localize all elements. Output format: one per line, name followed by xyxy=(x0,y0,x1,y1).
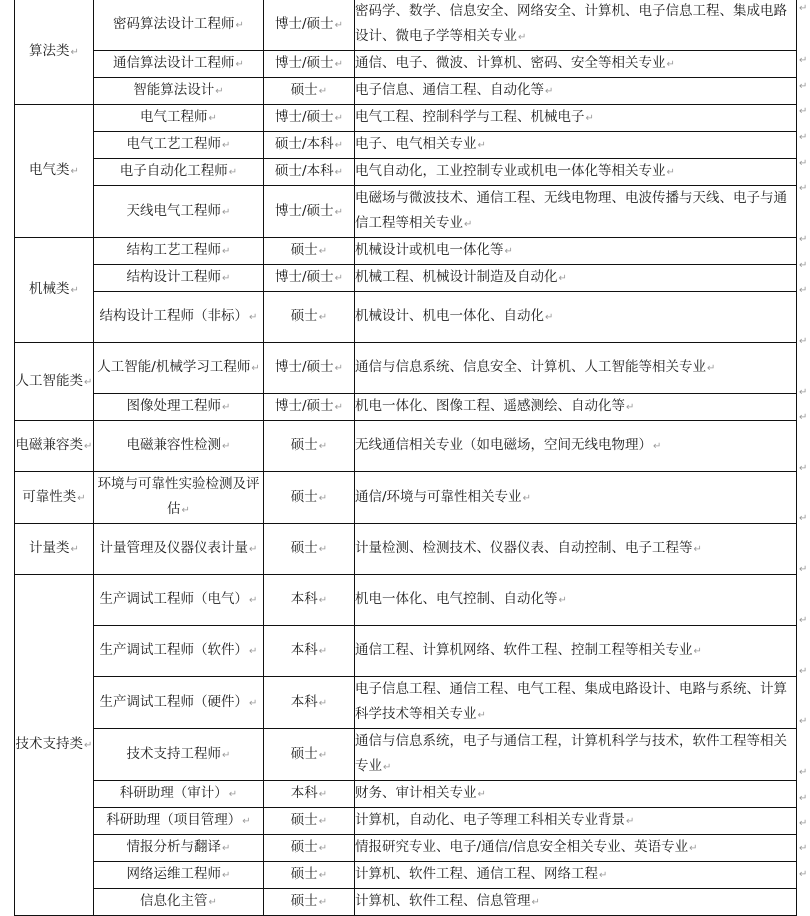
paragraph-mark-icon: ↵ xyxy=(215,86,224,97)
majors-label: 电气工程、控制科学与工程、机械电子 xyxy=(355,109,585,125)
majors-label: 计量检测、检测技术、仪器仪表、自动控制、电子工程等 xyxy=(355,540,693,556)
majors-cell xyxy=(355,78,797,105)
majors-label: 机电一体化、电气控制、自动化等 xyxy=(355,591,558,607)
degree-cell xyxy=(264,524,355,575)
degree-cell xyxy=(264,265,355,292)
majors-cell xyxy=(355,343,797,394)
position-label: 天线电气工程师 xyxy=(126,202,222,219)
paragraph-mark-icon: ↵ xyxy=(799,106,808,117)
position-cell xyxy=(94,78,264,105)
table-row xyxy=(15,105,797,132)
table-row xyxy=(15,781,797,808)
recruitment-table xyxy=(14,0,797,916)
paragraph-mark-icon: ↵ xyxy=(585,113,594,124)
position-label: 生产调试工程师（电气） xyxy=(99,591,249,607)
majors-cell xyxy=(355,132,797,159)
majors-cell xyxy=(355,808,797,835)
degree-label: 硕士 xyxy=(290,866,318,882)
degree-label: 硕士 xyxy=(290,893,318,909)
position-cell xyxy=(94,575,264,626)
paragraph-mark-icon: ↵ xyxy=(693,544,702,555)
degree-label: 硕士/本科 xyxy=(275,163,334,179)
paragraph-mark-icon: ↵ xyxy=(84,441,93,452)
paragraph-mark-icon: ↵ xyxy=(799,463,808,474)
position-label: 信息化主管 xyxy=(140,893,208,909)
position-label: 通信算法设计工程师 xyxy=(113,55,235,71)
paragraph-mark-icon: ↵ xyxy=(799,716,808,727)
degree-label: 硕士 xyxy=(290,812,318,828)
paragraph-mark-icon: ↵ xyxy=(70,285,79,296)
paragraph-mark-icon: ↵ xyxy=(799,387,808,398)
majors-label: 通信与信息系统，电子与通信工程，计算机科学与技术，软件工程等相关专业 xyxy=(355,733,787,774)
paragraph-mark-icon: ↵ xyxy=(558,595,567,606)
paragraph-mark-icon: ↵ xyxy=(318,749,328,761)
category-cell xyxy=(15,343,94,421)
degree-label: 硕士 xyxy=(290,242,318,258)
paragraph-mark-icon: ↵ xyxy=(208,113,217,124)
paragraph-mark-icon: ↵ xyxy=(799,260,808,271)
paragraph-mark-icon: ↵ xyxy=(531,897,540,908)
category-cell xyxy=(15,0,94,105)
majors-cell xyxy=(355,626,797,677)
table-row xyxy=(15,0,797,51)
paragraph-mark-icon: ↵ xyxy=(799,183,808,194)
degree-cell xyxy=(264,394,355,421)
position-cell xyxy=(94,186,264,238)
paragraph-mark-icon: ↵ xyxy=(318,897,328,908)
majors-label: 财务、审计相关专业 xyxy=(355,785,477,801)
table-row xyxy=(15,421,797,472)
position-label: 技术支持工程师 xyxy=(126,745,222,762)
position-cell xyxy=(94,729,264,781)
paragraph-mark-icon: ↵ xyxy=(626,402,635,413)
majors-label: 情报研究专业、电子/通信/信息安全相关专业、英语专业 xyxy=(355,839,689,855)
category-cell xyxy=(15,472,94,524)
table-row xyxy=(15,292,797,343)
degree-label: 本科 xyxy=(290,642,318,658)
table-row xyxy=(15,265,797,292)
paragraph-mark-icon: ↵ xyxy=(334,273,343,284)
position-label: 结构设计工程师 xyxy=(126,269,222,285)
majors-cell xyxy=(355,421,797,472)
majors-cell xyxy=(355,238,797,265)
paragraph-mark-icon: ↵ xyxy=(228,789,238,800)
table-row xyxy=(15,132,797,159)
table-row xyxy=(15,729,797,781)
paragraph-mark-icon: ↵ xyxy=(334,206,343,218)
paragraph-mark-icon: ↵ xyxy=(334,363,343,374)
category-cell xyxy=(15,238,94,343)
majors-label: 通信/环境与可靠性相关专业 xyxy=(355,488,522,505)
degree-label: 博士/硕士 xyxy=(275,15,334,32)
majors-label: 机械设计或机电一体化等 xyxy=(355,242,504,258)
position-label: 电磁兼容性检测 xyxy=(126,437,222,453)
paragraph-mark-icon: ↵ xyxy=(318,246,328,257)
table-row xyxy=(15,835,797,862)
paragraph-mark-icon: ↵ xyxy=(799,513,808,524)
position-cell xyxy=(94,626,264,677)
position-label: 网络运维工程师 xyxy=(126,866,222,882)
position-cell xyxy=(94,292,264,343)
paragraph-mark-icon: ↵ xyxy=(318,870,328,881)
table-row xyxy=(15,472,797,524)
category-label: 人工智能类 xyxy=(15,372,84,389)
position-label: 科研助理（审计） xyxy=(119,785,228,801)
degree-cell xyxy=(264,575,355,626)
majors-label: 机电一体化、图像工程、遥感测绘、自动化等 xyxy=(355,398,625,414)
paragraph-mark-icon: ↵ xyxy=(799,3,808,14)
paragraph-mark-icon: ↵ xyxy=(799,234,808,245)
degree-cell xyxy=(264,238,355,265)
paragraph-mark-icon: ↵ xyxy=(599,870,608,881)
majors-cell xyxy=(355,186,797,238)
paragraph-mark-icon: ↵ xyxy=(222,246,231,257)
category-label: 电气类 xyxy=(29,162,70,178)
paragraph-mark-icon: ↵ xyxy=(181,505,190,516)
paragraph-mark-icon: ↵ xyxy=(208,897,217,908)
paragraph-mark-icon: ↵ xyxy=(626,816,635,827)
position-cell xyxy=(94,159,264,186)
degree-label: 硕士 xyxy=(290,540,318,556)
paragraph-mark-icon: ↵ xyxy=(799,55,808,66)
majors-label: 电子信息、通信工程、自动化等 xyxy=(355,82,544,98)
category-cell xyxy=(15,575,94,916)
position-cell xyxy=(94,524,264,575)
paragraph-mark-icon: ↵ xyxy=(799,767,808,778)
position-cell xyxy=(94,132,264,159)
paragraph-mark-icon: ↵ xyxy=(318,697,328,709)
table-row xyxy=(15,343,797,394)
degree-label: 本科 xyxy=(290,693,318,710)
degree-label: 博士/硕士 xyxy=(275,269,334,285)
position-label: 人工智能/机械学习工程师 xyxy=(97,359,251,375)
paragraph-mark-icon: ↵ xyxy=(334,59,343,70)
majors-cell xyxy=(355,394,797,421)
table-row xyxy=(15,159,797,186)
paragraph-mark-icon: ↵ xyxy=(334,19,343,31)
paragraph-mark-icon: ↵ xyxy=(558,273,567,284)
paragraph-mark-icon: ↵ xyxy=(689,843,698,854)
table-row xyxy=(15,238,797,265)
paragraph-mark-icon: ↵ xyxy=(77,492,86,504)
degree-label: 本科 xyxy=(290,785,318,801)
majors-label: 计算机，自动化、电子等理工科相关专业背景 xyxy=(355,812,625,828)
degree-cell xyxy=(264,159,355,186)
paragraph-mark-icon: ↵ xyxy=(70,46,79,58)
majors-label: 计算机、软件工程、通信工程、网络工程 xyxy=(355,866,598,882)
paragraph-mark-icon: ↵ xyxy=(84,740,93,751)
degree-cell xyxy=(264,781,355,808)
majors-cell xyxy=(355,292,797,343)
paragraph-mark-icon: ↵ xyxy=(318,843,328,854)
position-cell xyxy=(94,835,264,862)
recruitment-table-body xyxy=(15,0,797,916)
position-label: 计量管理及仪器仪表计量 xyxy=(99,540,249,556)
position-label: 生产调试工程师（硬件） xyxy=(99,693,249,710)
paragraph-mark-icon: ↵ xyxy=(251,363,260,374)
position-cell xyxy=(94,472,264,524)
majors-label: 电子、电气相关专业 xyxy=(355,136,477,152)
position-label: 生产调试工程师（软件） xyxy=(99,642,249,658)
degree-label: 博士/硕士 xyxy=(275,398,334,414)
degree-label: 硕士 xyxy=(290,437,318,453)
majors-label: 通信工程、计算机网络、软件工程、控制工程等相关专业 xyxy=(355,642,693,658)
majors-label: 电子信息工程、通信工程、电气工程、集成电路设计、电路与系统、计算科学技术等相关专业 xyxy=(355,681,787,722)
position-cell xyxy=(94,808,264,835)
paragraph-mark-icon: ↵ xyxy=(799,285,808,296)
paragraph-mark-icon: ↵ xyxy=(799,81,808,92)
paragraph-mark-icon: ↵ xyxy=(653,441,662,452)
category-cell xyxy=(15,421,94,472)
paragraph-mark-icon: ↵ xyxy=(799,666,808,677)
degree-cell xyxy=(264,105,355,132)
majors-cell xyxy=(355,524,797,575)
degree-cell xyxy=(264,78,355,105)
majors-label: 计算机、软件工程、信息管理 xyxy=(355,893,531,909)
paragraph-mark-icon: ↵ xyxy=(318,646,328,657)
category-label: 电磁兼容类 xyxy=(15,437,84,453)
paragraph-mark-icon: ↵ xyxy=(249,697,258,709)
paragraph-mark-icon: ↵ xyxy=(464,219,473,230)
paragraph-mark-icon: ↵ xyxy=(228,167,238,178)
position-cell xyxy=(94,0,264,51)
majors-label: 电气自动化，工业控制专业或机电一体化等相关专业 xyxy=(355,163,666,179)
paragraph-mark-icon: ↵ xyxy=(318,595,328,606)
majors-cell xyxy=(355,835,797,862)
position-label: 电气工艺工程师 xyxy=(126,136,222,152)
degree-cell xyxy=(264,729,355,781)
majors-cell xyxy=(355,265,797,292)
degree-label: 硕士 xyxy=(290,488,318,505)
majors-label: 电磁场与微波技术、通信工程、无线电物理、电波传播与天线、电子与通信工程等相关专业 xyxy=(355,190,787,231)
paragraph-mark-icon: ↵ xyxy=(707,363,716,374)
table-row xyxy=(15,626,797,677)
paragraph-mark-icon: ↵ xyxy=(222,206,231,218)
position-cell xyxy=(94,862,264,889)
table-row xyxy=(15,575,797,626)
majors-cell xyxy=(355,575,797,626)
paragraph-mark-icon: ↵ xyxy=(522,492,531,504)
paragraph-mark-icon: ↵ xyxy=(545,86,554,97)
degree-label: 本科 xyxy=(290,591,318,607)
degree-cell xyxy=(264,835,355,862)
paragraph-mark-icon: ↵ xyxy=(477,710,486,721)
paragraph-mark-icon: ↵ xyxy=(799,843,808,854)
paragraph-mark-icon: ↵ xyxy=(70,544,79,555)
paragraph-mark-icon: ↵ xyxy=(249,544,258,555)
paragraph-mark-icon: ↵ xyxy=(222,402,231,413)
category-label: 算法类 xyxy=(29,42,70,59)
paragraph-mark-icon: ↵ xyxy=(334,113,343,124)
position-label: 情报分析与翻译 xyxy=(126,839,222,855)
degree-cell xyxy=(264,292,355,343)
degree-cell xyxy=(264,862,355,889)
degree-label: 硕士 xyxy=(290,308,318,324)
paragraph-mark-icon: ↵ xyxy=(383,762,392,773)
paragraph-mark-icon: ↵ xyxy=(235,59,244,70)
paragraph-mark-icon: ↵ xyxy=(249,595,258,606)
paragraph-mark-icon: ↵ xyxy=(84,376,93,388)
paragraph-mark-icon: ↵ xyxy=(222,749,231,761)
position-label: 环境与可靠性实验检测及评估 xyxy=(97,476,260,517)
paragraph-mark-icon: ↵ xyxy=(318,86,328,97)
degree-label: 博士/硕士 xyxy=(275,55,334,71)
degree-label: 博士/硕士 xyxy=(275,359,334,375)
table-row xyxy=(15,808,797,835)
paragraph-mark-icon: ↵ xyxy=(799,869,808,880)
majors-label: 密码学、数学、信息安全、网络安全、计算机、电子信息工程、集成电路设计、微电子学等相关专业 xyxy=(355,3,787,44)
position-cell xyxy=(94,105,264,132)
paragraph-mark-icon: ↵ xyxy=(693,646,702,657)
paragraph-mark-icon: ↵ xyxy=(318,441,328,452)
paragraph-mark-icon: ↵ xyxy=(799,132,808,143)
paragraph-mark-icon: ↵ xyxy=(545,312,554,323)
majors-cell xyxy=(355,781,797,808)
degree-label: 硕士 xyxy=(290,82,318,98)
position-label: 科研助理（项目管理） xyxy=(106,812,242,828)
degree-cell xyxy=(264,51,355,78)
paragraph-mark-icon: ↵ xyxy=(235,19,244,31)
majors-cell xyxy=(355,51,797,78)
paragraph-mark-icon: ↵ xyxy=(799,615,808,626)
paragraph-mark-icon: ↵ xyxy=(242,816,251,827)
table-row xyxy=(15,186,797,238)
paragraph-mark-icon: ↵ xyxy=(477,789,486,800)
table-row xyxy=(15,862,797,889)
table-row xyxy=(15,78,797,105)
position-label: 电气工程师 xyxy=(140,109,208,125)
paragraph-mark-icon: ↵ xyxy=(222,843,231,854)
paragraph-mark-icon: ↵ xyxy=(249,312,258,323)
degree-cell xyxy=(264,421,355,472)
paragraph-mark-icon: ↵ xyxy=(504,246,513,257)
paragraph-mark-icon: ↵ xyxy=(477,140,486,151)
paragraph-mark-icon: ↵ xyxy=(318,816,328,827)
paragraph-mark-icon: ↵ xyxy=(334,167,343,178)
paragraph-mark-icon: ↵ xyxy=(518,32,527,43)
category-cell xyxy=(15,524,94,575)
degree-label: 硕士 xyxy=(290,745,318,762)
paragraph-mark-icon: ↵ xyxy=(799,158,808,169)
majors-cell xyxy=(355,862,797,889)
degree-cell xyxy=(264,472,355,524)
paragraph-mark-icon: ↵ xyxy=(318,789,328,800)
majors-cell xyxy=(355,159,797,186)
position-label: 图像处理工程师 xyxy=(126,398,222,414)
paragraph-mark-icon: ↵ xyxy=(799,336,808,347)
category-label: 机械类 xyxy=(29,281,70,297)
position-label: 电子自动化工程师 xyxy=(119,163,228,179)
position-cell xyxy=(94,677,264,729)
majors-cell xyxy=(355,105,797,132)
category-label: 可靠性类 xyxy=(22,488,77,505)
paragraph-mark-icon: ↵ xyxy=(222,140,231,151)
category-label: 计量类 xyxy=(29,540,70,556)
table-row xyxy=(15,524,797,575)
table-row xyxy=(15,677,797,729)
position-label: 密码算法设计工程师 xyxy=(113,15,235,32)
paragraph-mark-icon: ↵ xyxy=(334,140,343,151)
degree-cell xyxy=(264,677,355,729)
table-row xyxy=(15,51,797,78)
table-row xyxy=(15,394,797,421)
paragraph-mark-icon: ↵ xyxy=(249,646,258,657)
position-cell xyxy=(94,51,264,78)
position-cell xyxy=(94,265,264,292)
majors-label: 通信、电子、微波、计算机、密码、安全等相关专业 xyxy=(355,55,666,71)
majors-label: 机械工程、机械设计制造及自动化 xyxy=(355,269,558,285)
position-label: 智能算法设计 xyxy=(133,82,215,98)
paragraph-mark-icon: ↵ xyxy=(318,312,328,323)
majors-cell xyxy=(355,472,797,524)
degree-cell xyxy=(264,343,355,394)
degree-cell xyxy=(264,132,355,159)
position-cell xyxy=(94,781,264,808)
paragraph-mark-icon: ↵ xyxy=(318,544,328,555)
paragraph-mark-icon: ↵ xyxy=(666,167,675,178)
degree-label: 硕士/本科 xyxy=(275,136,334,152)
majors-label: 通信与信息系统、信息安全、计算机、人工智能等相关专业 xyxy=(355,359,706,375)
paragraph-mark-icon: ↵ xyxy=(222,441,231,452)
majors-label: 机械设计、机电一体化、自动化 xyxy=(355,308,544,324)
degree-cell xyxy=(264,186,355,238)
majors-label: 无线通信相关专业（如电磁场，空间无线电物理） xyxy=(355,437,652,453)
majors-cell xyxy=(355,0,797,51)
paragraph-mark-icon: ↵ xyxy=(222,273,231,284)
position-cell xyxy=(94,421,264,472)
category-cell xyxy=(15,105,94,238)
position-label: 结构工艺工程师 xyxy=(126,242,222,258)
position-cell xyxy=(94,394,264,421)
degree-cell xyxy=(264,626,355,677)
paragraph-mark-icon: ↵ xyxy=(70,166,79,177)
majors-cell xyxy=(355,729,797,781)
degree-cell xyxy=(264,808,355,835)
paragraph-mark-icon: ↵ xyxy=(318,492,328,504)
majors-cell xyxy=(355,677,797,729)
paragraph-mark-icon: ↵ xyxy=(666,59,675,70)
paragraph-mark-icon: ↵ xyxy=(799,818,808,829)
degree-cell xyxy=(264,0,355,51)
paragraph-mark-icon: ↵ xyxy=(222,870,231,881)
category-label: 技术支持类 xyxy=(15,736,84,752)
paragraph-mark-icon: ↵ xyxy=(799,412,808,423)
paragraph-mark-icon: ↵ xyxy=(334,402,343,413)
paragraph-mark-icon: ↵ xyxy=(799,564,808,575)
paragraph-mark-icon: ↵ xyxy=(799,793,808,804)
degree-label: 硕士 xyxy=(290,839,318,855)
degree-label: 博士/硕士 xyxy=(275,109,334,125)
position-cell xyxy=(94,238,264,265)
position-cell xyxy=(94,343,264,394)
degree-label: 博士/硕士 xyxy=(275,202,334,219)
position-label: 结构设计工程师（非标） xyxy=(99,308,249,324)
